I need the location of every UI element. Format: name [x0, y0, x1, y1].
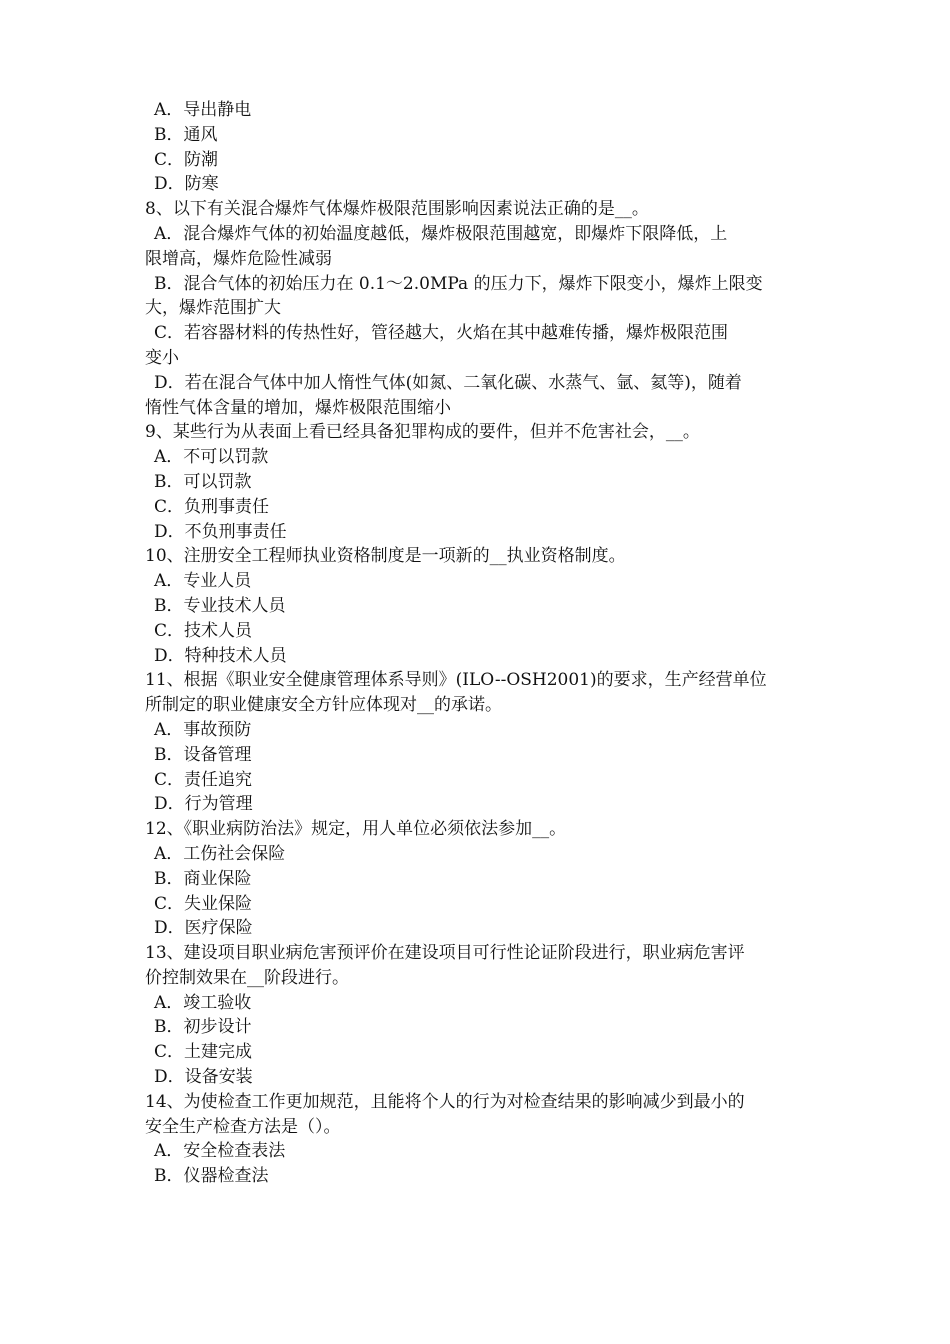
answer-option-line: C．土建完成 — [154, 1042, 253, 1063]
answer-option-line: B．仪器检查法 — [154, 1166, 269, 1187]
question-text-line: 12、《职业病防治法》规定，用人单位必须依法参加__。 — [145, 819, 567, 840]
answer-option-line: A．安全检查表法 — [154, 1141, 286, 1162]
answer-option-line: D．不负刑事责任 — [154, 521, 287, 542]
answer-option-line: C．负刑事责任 — [154, 496, 270, 517]
question-text-line: 大，爆炸范围扩大 — [145, 298, 281, 319]
answer-option-line: B．初步设计 — [154, 1017, 252, 1038]
answer-option-line: B．可以罚款 — [154, 471, 252, 492]
question-text-line: 13、建设项目职业病危害预评价在建设项目可行性论证阶段进行，职业病危害评 — [145, 943, 745, 964]
question-text-line: 14、为使检查工作更加规范，且能将个人的行为对检查结果的影响减少到最小的 — [145, 1091, 745, 1112]
question-text-line: 惰性气体含量的增加，爆炸极限范围缩小 — [145, 397, 451, 418]
answer-option-line: B．专业技术人员 — [154, 595, 286, 616]
question-text-line: 9、某些行为从表面上看已经具备犯罪构成的要件，但并不危害社会，__。 — [145, 422, 700, 443]
answer-option-line: D．防寒 — [154, 174, 219, 195]
answer-option-line: A．混合爆炸气体的初始温度越低，爆炸极限范围越宽，即爆炸下限降低，上 — [154, 223, 728, 244]
answer-option-line: D．行为管理 — [154, 794, 253, 815]
answer-option-line: B．商业保险 — [154, 868, 252, 889]
answer-option-line: D．医疗保险 — [154, 918, 253, 939]
answer-option-line: A．工伤社会保险 — [154, 843, 286, 864]
answer-option-line: C．技术人员 — [154, 620, 253, 641]
question-text-line: 安全生产检查方法是（）。 — [145, 1116, 341, 1137]
answer-option-line: D．特种技术人员 — [154, 645, 287, 666]
answer-option-line: C．责任追究 — [154, 769, 253, 790]
question-text-line: 10、注册安全工程师执业资格制度是一项新的__执业资格制度。 — [145, 546, 626, 567]
document-page — [145, 98, 810, 1189]
answer-option-line: A．不可以罚款 — [154, 447, 269, 468]
answer-option-line: A．竣工验收 — [154, 992, 252, 1013]
answer-option-line: D．设备安装 — [154, 1067, 253, 1088]
question-text-line: 变小 — [145, 347, 179, 368]
answer-option-line: A．导出静电 — [154, 100, 252, 120]
answer-option-line: B．混合气体的初始压力在 0.1～2.0MPa 的压力下，爆炸下限变小，爆炸上限变 — [154, 273, 763, 294]
question-text-line: 限增高，爆炸危险性减弱 — [145, 248, 332, 269]
answer-option-line: C．失业保险 — [154, 893, 253, 914]
answer-option-line: C．防潮 — [154, 149, 219, 170]
question-text-line: 价控制效果在__阶段进行。 — [145, 967, 349, 988]
answer-option-line: C．若容器材料的传热性好，管径越大，火焰在其中越难传播，爆炸极限范围 — [154, 323, 729, 344]
question-text-line: 11、根据《职业安全健康管理体系导则》(ILO--OSH2001)的要求，生产经营单位 — [145, 670, 767, 691]
answer-option-line: A．专业人员 — [154, 571, 252, 592]
answer-option-line: B．通风 — [154, 124, 218, 145]
answer-option-line: B．设备管理 — [154, 744, 252, 765]
question-text-line: 所制定的职业健康安全方针应体现对__的承诺。 — [145, 695, 502, 716]
answer-option-line: A．事故预防 — [154, 719, 252, 740]
question-text-line: 8、以下有关混合爆炸气体爆炸极限范围影响因素说法正确的是__。 — [145, 199, 649, 220]
answer-option-line: D．若在混合气体中加人惰性气体(如氮、二氧化碳、水蒸气、氩、氦等)，随着 — [154, 372, 742, 393]
